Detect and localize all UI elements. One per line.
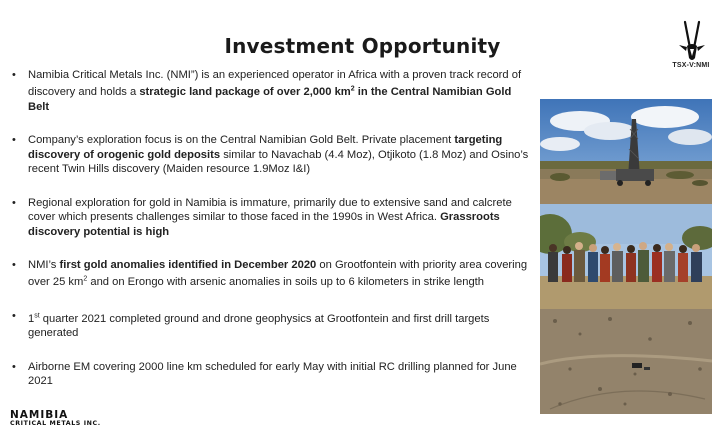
bullet-text-part: quarter 2021 completed ground and drone geophysics at Grootfontein and first drill targets generated [28, 312, 490, 340]
bullet-item: • Namibia Critical Metals Inc. (NMI”) is an experienced operator in Africa with a proven track record of discovery and holds a strategic land package of over 2,000 $km^2$ in the Central Namibian Gold Belt [12, 69, 522, 113]
bullet-text [28, 134, 528, 175]
drill-rig-photo [540, 99, 712, 204]
aerial-photo [540, 309, 712, 414]
bullet-item: • Airborne EM covering 2000 line km scheduled for early May with initial RC drilling planned for June 2021 [12, 360, 517, 388]
bullet-text-part: 2 [350, 85, 355, 93]
bullet-text-part: strategic land package of over 2,000 km [139, 86, 351, 99]
bullet-text-part: 1 [28, 312, 35, 325]
bullet-item: • Regional exploration for gold in Namibia is immature, primarily due to extensive sand and calcrete cover which presents challenges similar to those faced in the 1990s in West Africa. Grassroots discovery potential is high [12, 196, 512, 238]
bullet-text-part: on Grootfontein with priority area covering over 25 km [28, 259, 528, 289]
bullet-text [28, 313, 489, 340]
company-logo [10, 410, 101, 428]
team-photo [540, 204, 712, 309]
bullet-text [28, 361, 517, 388]
bullet-text-part: first gold anomalies identified in December 2020 [59, 259, 317, 272]
bullet-list [8, 68, 533, 408]
bullet-text-part: 2 [83, 275, 88, 283]
bullet-text-part: and on Erongo with arsenic anomalies in soils up to 6 kilometers in strike length [87, 276, 484, 289]
bullet-item: • 1st quarter 2021 completed ground and drone geophysics at Grootfontein and first drill targets generated [12, 309, 490, 340]
photo-column [540, 99, 712, 414]
bullet-text-part: Namibia Critical Metals Inc. (NMI”) is an experienced operator in Africa with a proven track record of discovery and holds a [28, 69, 522, 99]
bullet-text-part: similar to Navachab (4.4 Moz), Otjikoto (1.8 Moz) and Osino’s recent Twin Hills discovery (Maiden resource 1.9Moz I&I) [28, 148, 529, 176]
bullet-text-part: NMI’s [28, 259, 60, 272]
bullet-text [28, 259, 527, 288]
bullet-text-part: Company’s exploration focus is on the Central Namibian Gold Belt. Private placement [28, 134, 455, 147]
bullet-text-part: Grassroots discovery potential is high [28, 211, 500, 238]
logo-main-text: NAMIBIA [10, 409, 69, 421]
bullet-item: • Company’s exploration focus is on the Central Namibian Gold Belt. Private placement targeting discovery of orogenic gold deposits similar to Navachab (4.4 Moz), Otjikoto (1.8 Moz) and Osino’s recent Twin Hills discovery (Maiden resource 1.9Moz I&I) [12, 134, 529, 176]
bullet-text-part: st [34, 311, 40, 319]
bullet-text-part: Airborne EM covering 2000 line km scheduled for early May with initial RC drilling planned for June 2021 [28, 360, 517, 388]
bullet-text-part: Regional exploration for gold in Namibia is immature, primarily due to extensive sand and calcrete cover which presents challenges similar to those faced in the 1990s in West Africa. [28, 196, 512, 224]
ticker-label: TSX-V:NMI [672, 62, 710, 69]
logo-sub-text: CRITICAL METALS INC. [10, 420, 101, 427]
page-title: Investment Opportunity [224, 34, 501, 58]
bullet-item: • NMI’s first gold anomalies identified in December 2020 on Grootfontein with priority area covering over 25 $km^2$ and on Erongo with arsenic anomalies in soils up to 6 kilometers in strike length [12, 259, 528, 289]
bullet-text [28, 197, 512, 238]
bullet-text-part: in the Central Namibian Gold Belt [28, 86, 512, 113]
bullet-text [28, 69, 521, 113]
bullet-text-part: targeting discovery of orogenic gold deposits [28, 134, 503, 161]
